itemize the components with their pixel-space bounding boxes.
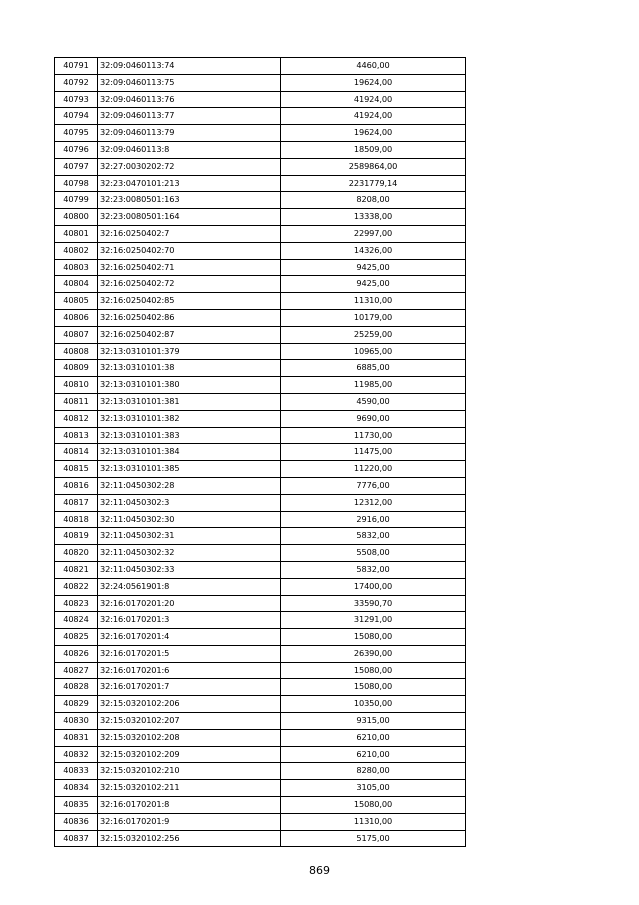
cadastral-number-cell: 32:16:0250402:72 [98,276,281,293]
row-number-cell: 40796 [55,141,98,158]
value-cell: 19624,00 [281,74,466,91]
cadastral-number-cell: 32:09:0460113:74 [98,58,281,75]
value-cell: 7776,00 [281,477,466,494]
table-row [55,91,466,108]
row-number-cell: 40829 [55,696,98,713]
cadastral-number-cell: 32:16:0170201:20 [98,595,281,612]
row-number-cell: 40793 [55,91,98,108]
table-row [55,242,466,259]
cadastral-number-cell: 32:13:0310101:382 [98,410,281,427]
table-row [55,225,466,242]
cadastral-number-cell: 32:15:0320102:208 [98,729,281,746]
value-cell: 18509,00 [281,141,466,158]
value-cell: 41924,00 [281,91,466,108]
cadastral-number-cell: 32:27:0030202:72 [98,158,281,175]
value-cell: 9425,00 [281,276,466,293]
row-number-cell: 40792 [55,74,98,91]
row-number-cell: 40799 [55,192,98,209]
table-row [55,444,466,461]
cadastral-number-cell: 32:09:0460113:77 [98,108,281,125]
table-row [55,662,466,679]
cadastral-number-cell: 32:16:0250402:71 [98,259,281,276]
value-cell: 9315,00 [281,713,466,730]
row-number-cell: 40802 [55,242,98,259]
row-number-cell: 40830 [55,713,98,730]
row-number-cell: 40806 [55,309,98,326]
cadastral-number-cell: 32:16:0250402:85 [98,293,281,310]
cadastral-number-cell: 32:16:0170201:9 [98,813,281,830]
table-row [55,326,466,343]
table-row [55,58,466,75]
value-cell: 41924,00 [281,108,466,125]
cadastral-number-cell: 32:11:0450302:33 [98,561,281,578]
row-number-cell: 40794 [55,108,98,125]
row-number-cell: 40803 [55,259,98,276]
cadastral-number-cell: 32:15:0320102:256 [98,830,281,847]
value-cell: 14326,00 [281,242,466,259]
cadastral-number-cell: 32:16:0170201:7 [98,679,281,696]
value-cell: 13338,00 [281,209,466,226]
table-row [55,393,466,410]
table-row [55,494,466,511]
cadastral-number-cell: 32:11:0450302:30 [98,511,281,528]
row-number-cell: 40819 [55,528,98,545]
cadastral-number-cell: 32:15:0320102:211 [98,780,281,797]
cadastral-number-cell: 32:16:0170201:4 [98,629,281,646]
value-cell: 5832,00 [281,561,466,578]
table-row [55,545,466,562]
row-number-cell: 40833 [55,763,98,780]
value-cell: 10350,00 [281,696,466,713]
value-cell: 8208,00 [281,192,466,209]
value-cell: 8280,00 [281,763,466,780]
cadastral-number-cell: 32:09:0460113:75 [98,74,281,91]
value-cell: 11310,00 [281,813,466,830]
value-cell: 11985,00 [281,377,466,394]
value-cell: 25259,00 [281,326,466,343]
row-number-cell: 40835 [55,797,98,814]
table-row [55,763,466,780]
cadastral-number-cell: 32:13:0310101:385 [98,461,281,478]
table-row [55,561,466,578]
value-cell: 19624,00 [281,125,466,142]
table-row [55,746,466,763]
cadastral-number-cell: 32:24:0561901:8 [98,578,281,595]
row-number-cell: 40821 [55,561,98,578]
row-number-cell: 40828 [55,679,98,696]
table-row [55,192,466,209]
row-number-cell: 40800 [55,209,98,226]
value-cell: 9425,00 [281,259,466,276]
value-cell: 5832,00 [281,528,466,545]
row-number-cell: 40827 [55,662,98,679]
cadastral-number-cell: 32:13:0310101:380 [98,377,281,394]
row-number-cell: 40804 [55,276,98,293]
cadastral-number-cell: 32:16:0250402:70 [98,242,281,259]
row-number-cell: 40823 [55,595,98,612]
cadastral-number-cell: 32:15:0320102:209 [98,746,281,763]
row-number-cell: 40820 [55,545,98,562]
value-cell: 6210,00 [281,729,466,746]
row-number-cell: 40818 [55,511,98,528]
table-row [55,74,466,91]
row-number-cell: 40813 [55,427,98,444]
value-cell: 11730,00 [281,427,466,444]
row-number-cell: 40812 [55,410,98,427]
row-number-cell: 40801 [55,225,98,242]
table-row [55,477,466,494]
value-cell: 15080,00 [281,629,466,646]
table-row [55,528,466,545]
value-cell: 12312,00 [281,494,466,511]
table-row [55,427,466,444]
value-cell: 6210,00 [281,746,466,763]
cadastral-number-cell: 32:15:0320102:210 [98,763,281,780]
row-number-cell: 40817 [55,494,98,511]
row-number-cell: 40814 [55,444,98,461]
row-number-cell: 40824 [55,612,98,629]
row-number-cell: 40826 [55,645,98,662]
value-cell: 11475,00 [281,444,466,461]
table-row [55,360,466,377]
row-number-cell: 40836 [55,813,98,830]
row-number-cell: 40795 [55,125,98,142]
cadastral-number-cell: 32:16:0250402:7 [98,225,281,242]
table-row [55,595,466,612]
table-row [55,377,466,394]
cadastral-number-cell: 32:16:0250402:86 [98,309,281,326]
table-row [55,141,466,158]
table-row [55,629,466,646]
row-number-cell: 40811 [55,393,98,410]
value-cell: 2589864,00 [281,158,466,175]
value-cell: 6885,00 [281,360,466,377]
value-cell: 26390,00 [281,645,466,662]
registry-table [54,57,466,847]
cadastral-number-cell: 32:13:0310101:383 [98,427,281,444]
value-cell: 10965,00 [281,343,466,360]
cadastral-number-cell: 32:13:0310101:381 [98,393,281,410]
value-cell: 31291,00 [281,612,466,629]
value-cell: 11220,00 [281,461,466,478]
table-row [55,293,466,310]
table-row [55,309,466,326]
cadastral-number-cell: 32:11:0450302:3 [98,494,281,511]
value-cell: 4460,00 [281,58,466,75]
table-row [55,209,466,226]
value-cell: 2916,00 [281,511,466,528]
cadastral-number-cell: 32:09:0460113:8 [98,141,281,158]
table-row [55,108,466,125]
row-number-cell: 40791 [55,58,98,75]
cadastral-number-cell: 32:09:0460113:79 [98,125,281,142]
row-number-cell: 40808 [55,343,98,360]
row-number-cell: 40810 [55,377,98,394]
table-row [55,511,466,528]
cadastral-number-cell: 32:15:0320102:206 [98,696,281,713]
cadastral-number-cell: 32:13:0310101:38 [98,360,281,377]
cadastral-number-cell: 32:16:0170201:6 [98,662,281,679]
cadastral-number-cell: 32:23:0080501:164 [98,209,281,226]
cadastral-number-cell: 32:23:0080501:163 [98,192,281,209]
table-row [55,343,466,360]
table-row [55,461,466,478]
table-row [55,645,466,662]
table-row [55,276,466,293]
cadastral-number-cell: 32:16:0170201:5 [98,645,281,662]
value-cell: 15080,00 [281,662,466,679]
value-cell: 15080,00 [281,679,466,696]
table-row [55,696,466,713]
row-number-cell: 40822 [55,578,98,595]
table-row [55,158,466,175]
row-number-cell: 40809 [55,360,98,377]
value-cell: 33590,70 [281,595,466,612]
row-number-cell: 40807 [55,326,98,343]
value-cell: 5175,00 [281,830,466,847]
cadastral-number-cell: 32:09:0460113:76 [98,91,281,108]
cadastral-number-cell: 32:23:0470101:213 [98,175,281,192]
row-number-cell: 40834 [55,780,98,797]
row-number-cell: 40798 [55,175,98,192]
row-number-cell: 40815 [55,461,98,478]
value-cell: 15080,00 [281,797,466,814]
cadastral-number-cell: 32:16:0170201:8 [98,797,281,814]
row-number-cell: 40837 [55,830,98,847]
table-row [55,175,466,192]
table-row [55,410,466,427]
cadastral-number-cell: 32:13:0310101:384 [98,444,281,461]
value-cell: 22997,00 [281,225,466,242]
table-row [55,813,466,830]
table-row [55,797,466,814]
row-number-cell: 40832 [55,746,98,763]
cadastral-number-cell: 32:11:0450302:32 [98,545,281,562]
value-cell: 11310,00 [281,293,466,310]
registry-table-body [55,58,466,847]
cadastral-number-cell: 32:13:0310101:379 [98,343,281,360]
value-cell: 10179,00 [281,309,466,326]
table-row [55,612,466,629]
table-row [55,830,466,847]
row-number-cell: 40805 [55,293,98,310]
value-cell: 17400,00 [281,578,466,595]
cadastral-number-cell: 32:15:0320102:207 [98,713,281,730]
row-number-cell: 40816 [55,477,98,494]
value-cell: 3105,00 [281,780,466,797]
table-row [55,125,466,142]
value-cell: 9690,00 [281,410,466,427]
value-cell: 5508,00 [281,545,466,562]
table-row [55,729,466,746]
row-number-cell: 40825 [55,629,98,646]
value-cell: 2231779,14 [281,175,466,192]
cadastral-number-cell: 32:11:0450302:28 [98,477,281,494]
cadastral-number-cell: 32:16:0250402:87 [98,326,281,343]
cadastral-number-cell: 32:16:0170201:3 [98,612,281,629]
row-number-cell: 40797 [55,158,98,175]
table-row [55,578,466,595]
table-row [55,780,466,797]
cadastral-number-cell: 32:11:0450302:31 [98,528,281,545]
page-number: 869 [309,864,330,877]
table-row [55,259,466,276]
value-cell: 4590,00 [281,393,466,410]
table-row [55,679,466,696]
row-number-cell: 40831 [55,729,98,746]
table-row [55,713,466,730]
